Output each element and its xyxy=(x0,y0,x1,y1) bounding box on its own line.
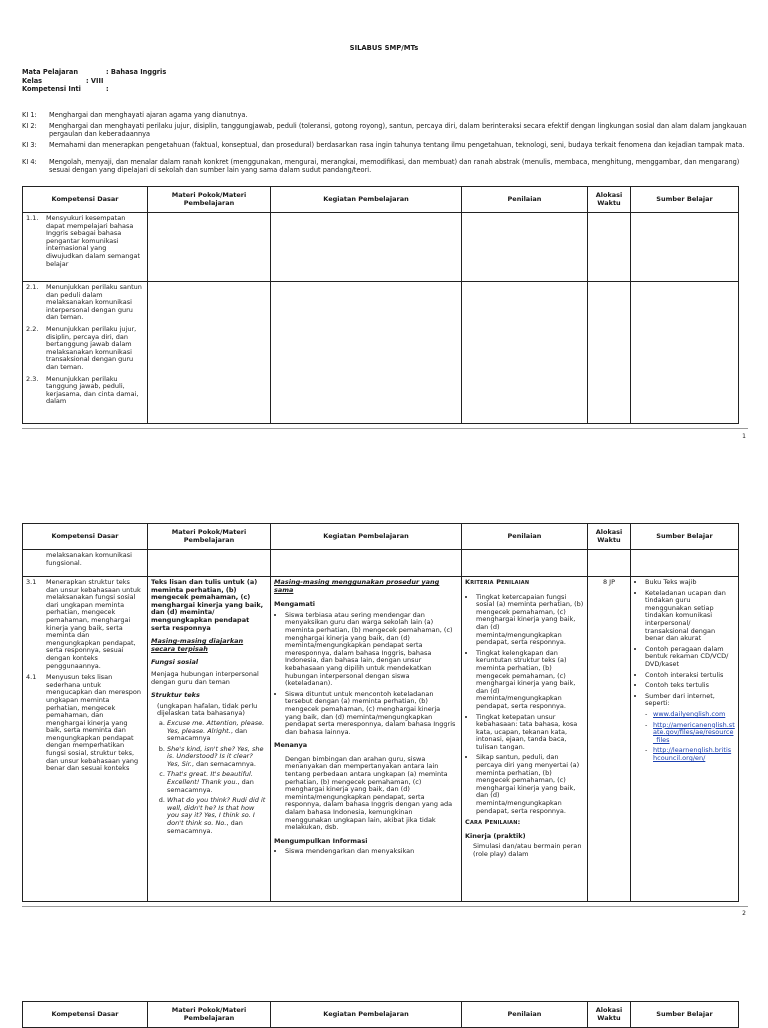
header-penilaian: Penilaian xyxy=(462,524,588,550)
kelas-value: : VIII xyxy=(86,76,104,85)
ki-1: KI 1: Menghargai dan menghayati ajaran agama yang dianutnya. xyxy=(22,111,248,119)
menanya-heading: Menanya xyxy=(274,741,308,750)
link-americanenglish[interactable]: http://americanenglish.state.gov/files/ae/resource_files xyxy=(653,720,735,744)
kinerja-heading: Kinerja (praktik) xyxy=(465,831,526,840)
header-kompetensi-dasar: Kompetensi Dasar xyxy=(23,187,148,213)
link-dailyenglish[interactable]: www.dailyenglish.com xyxy=(653,709,726,718)
alokasi-cell: 8 JP xyxy=(588,577,631,902)
page-divider xyxy=(22,428,748,429)
materi-cell: Teks lisan dan tulis untuk (a) meminta perhatian, (b) mengecek pemahaman, (c) menghargai kinerja yang baik, dan (d) meminta/ mengungkapkan pendapat serta responnya Masing-masing diajarkan secara terpisah Fungsi sosial Menjaga hubungan interpersonal dengan guru dan teman Struktur teks (ungkapan hafalan, tidak perlu dijelaskan tata bahasanya) a. Excuse me. Attention, please. Yes, please. Alright., dan semacamnya b. She's kind, isn't she? Yes, she is. Understood? Is it clear? Yes, Sir., dan semacamnya. c. That's great. It's beautiful. Excellent! Thank you., dan semacamnya. d. What do you think? Rudi did it well, didn't he? Is that how you say it? Yes, I think so. I don't think so. No., dan semacamnya. xyxy=(148,577,271,902)
header-kompetensi-dasar: Kompetensi Dasar xyxy=(23,524,148,550)
syllabus-table-page-2 xyxy=(22,523,739,902)
header-kompetensi-dasar: Kompetensi Dasar xyxy=(23,1002,148,1028)
header-sumber: Sumber Belajar xyxy=(631,187,739,213)
kd-continuation: melaksanakan komunikasi fungsional. xyxy=(23,550,148,577)
kinerja-text: Simulasi dan/atau bermain peran (role play) dalam xyxy=(473,842,582,858)
kd-2-1: Menunjukkan perilaku santun dan peduli dalam melaksanakan komunikasi interpersonal dengan guru dan teman. xyxy=(46,283,142,322)
header-materi: Materi Pokok/Materi Pembelajaran xyxy=(148,524,271,550)
link-britishcouncil[interactable]: http://learnenglish.britishcouncil.org/en/ xyxy=(653,746,732,762)
mengamati-heading: Mengamati xyxy=(274,600,316,609)
syllabus-table-page-1 xyxy=(22,186,739,424)
header-penilaian: Penilaian xyxy=(462,1002,588,1028)
kd-cell: 2.1. Menunjukkan perilaku santun dan peduli dalam melaksanakan komunikasi interpersonal dengan guru dan teman. 2.2. Menunjukkan perilaku jujur, disiplin, percaya diri, dan bertanggung jawab dalam melaksanakan komunikasi transaksional dengan guru dan teman. 2.3. Menunjukkan perilaku tanggung jawab, peduli, kerjasama, dan cinta damai, dalam xyxy=(23,282,148,424)
header-materi: Materi Pokok/Materi Pembelajaran xyxy=(148,1002,271,1028)
ki-2: KI 2: Menghargai dan menghayati perilaku jujur, disiplin, tanggungjawab, peduli (toleransi, gotong royong), santun, percaya diri, dalam berinteraksi secara efektif dengan lingkungan sosial dan alam dalam jangkauan pergaulan dan keberadaannya xyxy=(22,122,747,138)
header-penilaian: Penilaian xyxy=(462,187,588,213)
kelas-label: Kelas xyxy=(22,76,43,85)
ki-3: KI 3: Memahami dan menerapkan pengetahuan (faktual, konseptual, dan prosedural) berdasarkan rasa ingin tahunya tentang ilmu pengetahuan, teknologi, seni, budaya terkait fenomena dan kejadian tampak mata. xyxy=(22,141,745,149)
mengamati-item-2: • Siswa dituntut untuk mencontoh keteladanan tersebut dengan (a) meminta perhatian, (b) mengecek pemahaman, (c) menghargai kinerja yang baik, dan (d) meminta/mengungkapkan pendapat serta meresponnya, dalam bahasa Inggris dan bahasa lainnya. xyxy=(285,691,458,737)
ki-label: Kompetensi Inti xyxy=(22,85,81,93)
header-materi: Materi Pokok/Materi Pembelajaran xyxy=(148,187,271,213)
kriteria-item-1: • Tingkat ketercapaian fungsi sosial (a) meminta perhatian, (b) mengecek pemahaman, (c) menghargai kinerja yang baik, dan (d) meminta/mengungkapkan pendapat, serta responnya. xyxy=(476,594,584,647)
mengumpulkan-heading: Mengumpulkan Informasi xyxy=(274,836,368,845)
materi-subtitle: Masing-masing diajarkan secara terpisah xyxy=(151,637,244,653)
penilaian-cell xyxy=(462,577,588,902)
kd-1-1: Mensyukuri kesempatan dapat mempelajari bahasa Inggris sebagai bahasa pengantar komunikasi internasional yang diwujudkan dalam semangat belajar xyxy=(46,214,141,268)
mapel-label: Mata Pelajaran xyxy=(22,68,79,76)
kd-3-1: Menerapkan struktur teks dan unsur kebahasaan untuk melaksanakan fungsi sosial dari ungkapan meminta perhatian, mengecek pemahaman, menghargai kinerja yang baik, serta meminta dan mengungkapkan pendapat, serta responnya, sesuai dengan konteks penggunaannya. xyxy=(46,578,141,670)
ki-4: KI 4: Mengolah, menyaji, dan menalar dalam ranah konkret (menggunakan, mengurai, merangkai, memodifikasi, dan membuat) dan ranah abstrak (menulis, membaca, menghitung, menggambar, dan mengarang) sesuai dengan yang dipelajari di sekolah dan sumber lain yang sama dalam sudut pandang/teori. xyxy=(22,158,740,174)
header-kegiatan: Kegiatan Pembelajaran xyxy=(271,187,462,213)
page-number: 2 xyxy=(742,910,746,917)
example-d: d. What do you think? Rudi did it well, didn't he? Is that how you say it? Yes, I think so. I don't think so. No., dan semacamnya. xyxy=(167,797,267,835)
sumber-cell: • Buku Teks wajib • Keteladanan ucapan dan tindakan guru menggunakan setiap tindakan komunikasi interpersonal/ transaksional dengan benar dan akurat • Contoh peragaan dalam bentuk rekaman CD/VCD/ DVD/kaset • Contoh interaksi tertulis • Contoh teks tertulis • Sumber dari internet, seperti: - www.dailyenglish.com - http://americanenglish.state.gov/files/ae/resource_files - http://learnenglish.britishcouncil.org/en/ xyxy=(631,577,739,902)
kd-2-2: Menunjukkan perilaku jujur, disiplin, percaya diri, dan bertanggung jawab dalam melaksanakan komunikasi transaksional dengan guru dan teman. xyxy=(46,324,137,371)
header-alokasi: Alokasi Waktu xyxy=(588,187,631,213)
menanya-text: Dengan bimbingan dan arahan guru, siswa menanyakan dan mempertanyakan antara lain tentang perbedaan antara ungkapan (a) meminta perhatian, (b) mengecek pemahaman, (c) menghargai kinerja yang baik, dan (d) meminta/mengungkapkan pendapat, serta responnya, dalam bahasa Inggris dengan yang ada dalam bahasa Indonesia, kemungkinan menggunakan ungkapan lain, akibat jika tidak melakukan, dsb. xyxy=(285,754,453,832)
kegiatan-title: Masing-masing menggunakan prosedur yang sama xyxy=(274,578,440,594)
example-a: a. Excuse me. Attention, please. Yes, please. Alright., dan semacamnya xyxy=(167,720,267,743)
example-b: b. She's kind, isn't she? Yes, she is. Understood? Is it clear? Yes, Sir., dan semacamnya. xyxy=(167,746,267,769)
kd-cell: 1.1. Mensyukuri kesempatan dapat mempelajari bahasa Inggris sebagai bahasa pengantar komunikasi internasional yang diwujudkan dalam semangat belajar xyxy=(23,213,148,282)
fungsi-heading: Fungsi sosial xyxy=(151,658,199,667)
header-alokasi: Alokasi Waktu xyxy=(588,1002,631,1028)
subject-meta xyxy=(22,68,166,94)
mengumpulkan-item-1: • Siswa mendengarkan dan menyaksikan xyxy=(285,848,458,856)
document-title: SILABUS SMP/MTs xyxy=(349,44,419,52)
mengamati-item-1: • Siswa terbiasa atau sering mendengar dan menyaksikan guru dan warga sekolah lain (a) meminta perhatian, (b) mengecek pemahaman, (c) menghargai kinerja yang baik, dan (d) meminta/mengungkapkan pendapat serta meresponnya, dalam bahasa Inggris, bahasa Indonesia, dan bahasa lain, dengan unsur kebahasaan yang dipilih untuk mendekatkan hubungan interpersonal dengan siswa (keteladanan). xyxy=(285,612,458,688)
kd-4-1: Menyusun teks lisan sederhana untuk mengucapkan dan merespon ungkapan meminta perhatian, mengecek pemahaman, dan menghargai kinerja yang baik, serta meminta dan mengungkapkan pendapat dengan memperhatikan fungsi sosial, struktur teks, dan unsur kebahasaan yang benar dan sesuai konteks xyxy=(46,673,141,773)
kriteria-heading: Kriteria Penilaian xyxy=(465,578,530,586)
example-c: c. That's great. It's beautiful. Excellent! Thank you., dan semacamnya. xyxy=(167,771,267,794)
page-divider xyxy=(22,906,748,907)
kriteria-item-3: • Tingkat ketepatan unsur kebahasaan: tata bahasa, kosa kata, ucapan, tekanan kata, intonasi, ejaan, tanda baca, tulisan tangan. xyxy=(476,714,584,752)
materi-title: Teks lisan dan tulis untuk (a) meminta perhatian, (b) mengecek pemahaman, (c) menghargai kinerja yang baik, dan (d) meminta/ mengungkapkan pendapat serta responnya xyxy=(151,578,264,632)
page-number: 1 xyxy=(742,433,746,440)
kegiatan-cell xyxy=(271,577,462,902)
kd-cell: 3.1 Menerapkan struktur teks dan unsur kebahasaan untuk melaksanakan fungsi sosial dari ungkapan meminta perhatian, mengecek pemahaman, menghargai kinerja yang baik, serta meminta dan mengungkapkan pendapat, serta responnya, sesuai dengan konteks penggunaannya. 4.1 Menyusun teks lisan sederhana untuk mengucapkan dan merespon ungkapan meminta perhatian, mengecek pemahaman, dan menghargai kinerja yang baik, serta meminta dan mengungkapkan pendapat dengan memperhatikan fungsi sosial, struktur teks, dan unsur kebahasaan yang benar dan sesuai konteks xyxy=(23,577,148,902)
header-alokasi: Alokasi Waktu xyxy=(588,524,631,550)
header-kegiatan: Kegiatan Pembelajaran xyxy=(271,524,462,550)
header-sumber: Sumber Belajar xyxy=(631,524,739,550)
header-sumber: Sumber Belajar xyxy=(631,1002,739,1028)
mapel-value: : Bahasa Inggris xyxy=(106,68,167,76)
ki-value: : xyxy=(106,85,109,93)
struktur-heading: Struktur teks xyxy=(151,691,200,700)
kriteria-item-4: • Sikap santun, peduli, dan percaya diri yang menyertai (a) meminta perhatian, (b) mengecek pemahaman, (c) menghargai kinerja yang baik, dan (d) meminta/mengungkapkan pendapat, serta responnya. xyxy=(476,754,584,815)
kriteria-item-2: • Tingkat kelengkapan dan keruntutan struktur teks (a) meminta perhatian, (b) mengecek pemahaman, (c) menghargai kinerja yang baik, dan (d) meminta/mengungkapkan pendapat, serta responnya. xyxy=(476,650,584,711)
header-kegiatan: Kegiatan Pembelajaran xyxy=(271,1002,462,1028)
kd-2-3: Menunjukkan perilaku tanggung jawab, peduli, kerjasama, dan cinta damai, dalam xyxy=(46,374,139,406)
cara-penilaian-heading: Cara Penilaian: xyxy=(465,818,521,827)
